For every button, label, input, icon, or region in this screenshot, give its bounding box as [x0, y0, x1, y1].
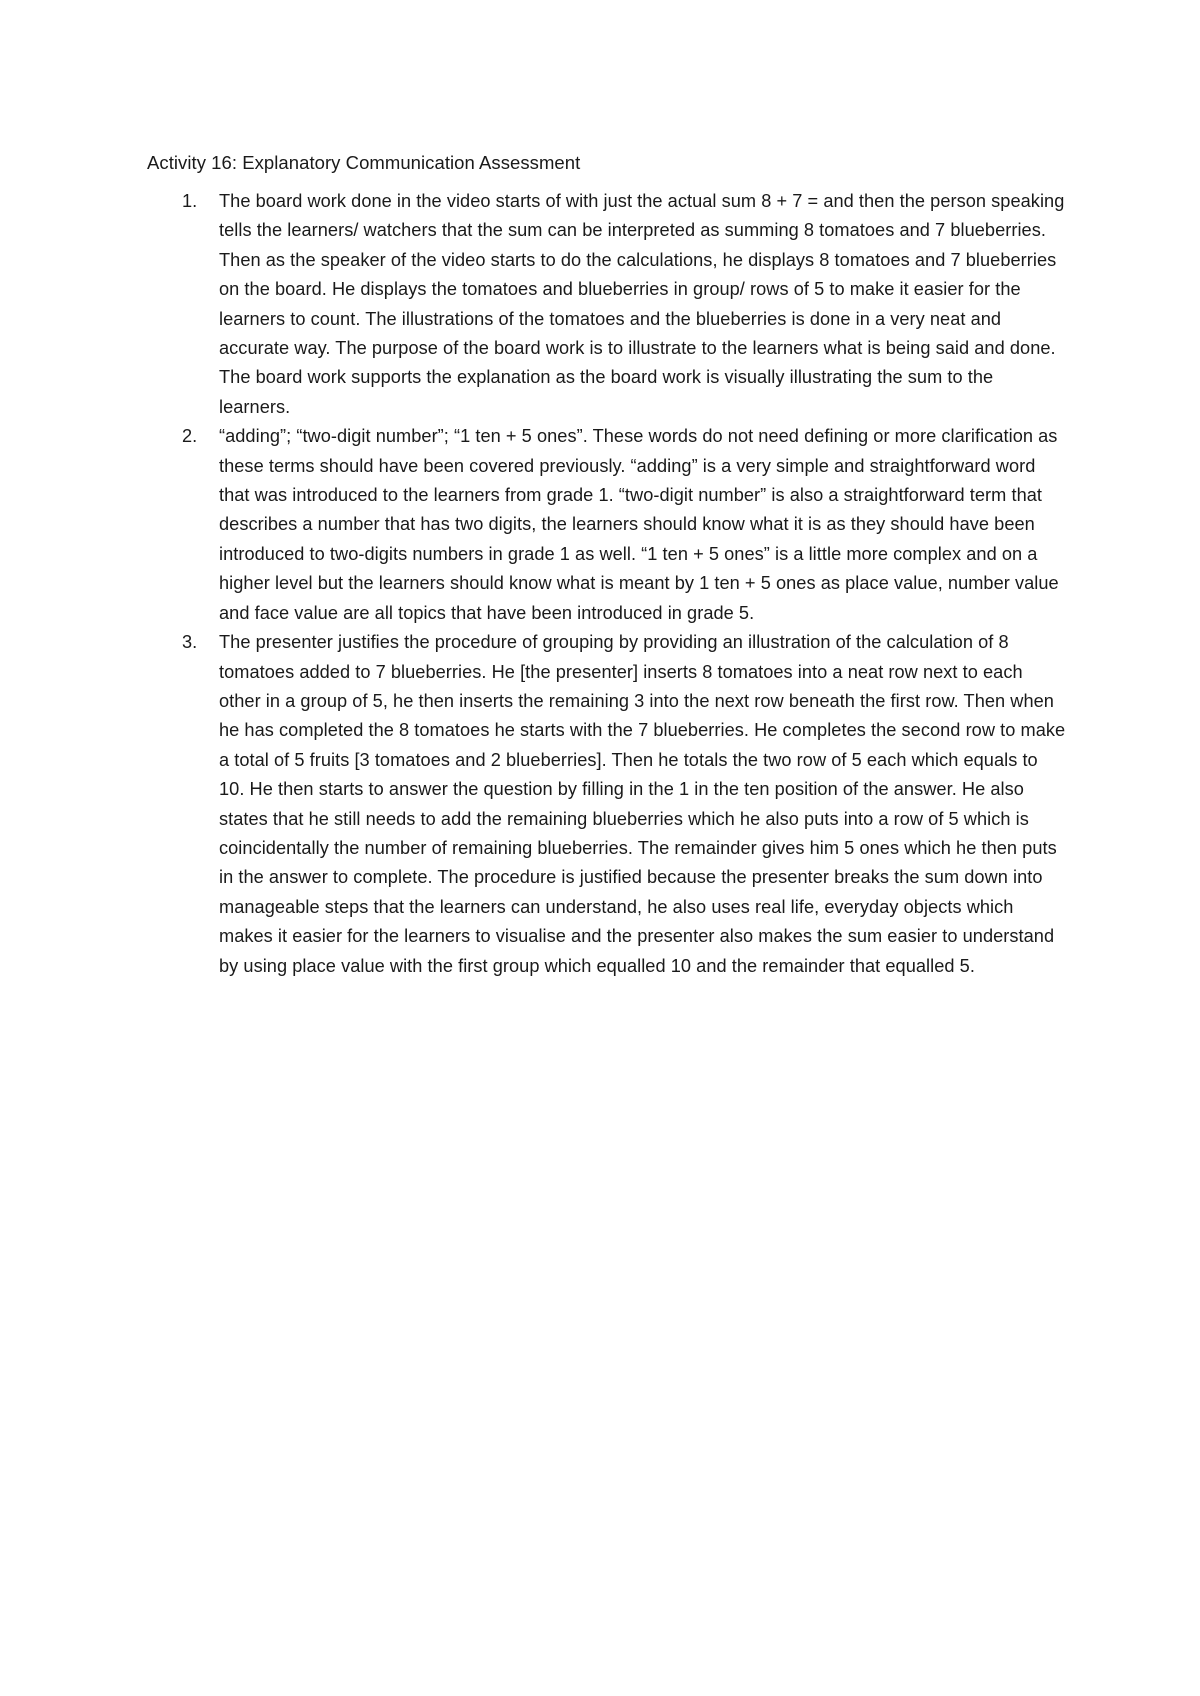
document-body — [147, 148, 1067, 981]
list-item — [147, 628, 1067, 981]
document-title: Activity 16: Explanatory Communication Assessment — [147, 152, 581, 173]
answer-list — [147, 187, 1067, 981]
list-item-number: 1. — [182, 191, 198, 211]
list-item-number: 3. — [182, 632, 198, 653]
list-item — [147, 187, 1067, 422]
list-item — [147, 422, 1067, 628]
list-item-text: The presenter justifies the procedure of grouping by providing an illustration of the calculation of 8 tomatoes added to 7 blueberries. He [the presenter] inserts 8 tomatoes into a neat row next to each other in a group of 5, he then inserts the remaining 3 into the next row beneath the first row. Then when he has completed the 8 tomatoes he starts with the 7 blueberries. He completes the second row to make a total of 5 fruits [3 tomatoes and 2 blueberries]. Then he totals the two row of 5 each which equals to 10. He then starts to answer the question by filling in the 1 in the ten position of the answer. He also states that he still needs to add the remaining blueberries which he also puts into a row of 5 which is coincidentally the number of remaining blueberries. The remainder gives him 5 ones which he then puts in the answer to complete. The procedure is justified because the presenter breaks the sum down into manageable steps that the learners can understand, he also uses real life, everyday objects which makes it easier for the learners to visualise and the presenter also makes the sum easier to understand by using place value with the first group which equalled 10 and the remainder that equalled 5. — [219, 632, 1066, 976]
list-item-text: The board work done in the video starts of with just the actual sum 8 + 7 = and then the person speaking tells the learners/ watchers that the sum can be interpreted as summing 8 tomatoes and 7 blueberries. Then as the speaker of the video starts to do the calculations, he displays 8 tomatoes and 7 blueberries on the board. He displays the tomatoes and blueberries in group/ rows of 5 to make it easier for the learners to count. The illustrations of the tomatoes and the blueberries is done in a very neat and accurate way. The purpose of the board work is to illustrate to the learners what is being said and done. The board work supports the explanation as the board work is visually illustrating the sum to the learners. — [219, 191, 1065, 417]
list-item-text: “adding”; “two-digit number”; “1 ten + 5 ones”. These words do not need defining or more clarification as these terms should have been covered previously. “adding” is a very simple and straightforward word that was introduced to the learners from grade 1. “two-digit number” is also a straightforward term that describes a number that has two digits, the learners should know what it is as they should have been introduced to two-digits numbers in grade 1 as well. “1 ten + 5 ones” is a little more complex and on a higher level but the learners should know what is meant by 1 ten + 5 ones as place value, number value and face value are all topics that have been introduced in grade 5. — [219, 426, 1059, 623]
list-item-number: 2. — [182, 426, 198, 447]
